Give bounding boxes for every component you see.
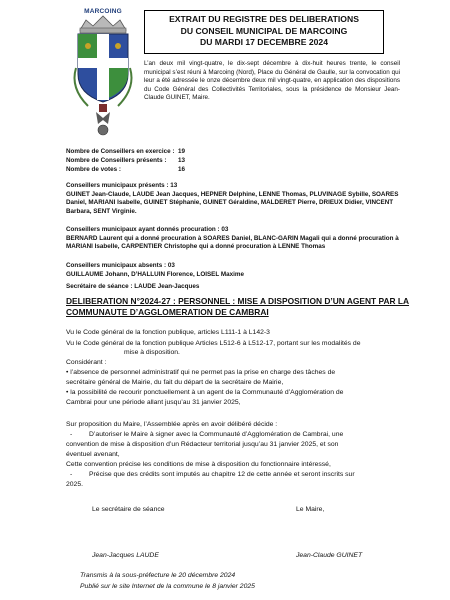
proxy-heading: Conseillers municipaux ayant donnés procuration : 03 bbox=[66, 226, 229, 233]
municipal-crest bbox=[66, 8, 140, 138]
decision-1-line-4: Cette convention précise les conditions de mise à disposition du fonctionnaire intéressé, bbox=[66, 461, 331, 468]
considerant-2-line-2: Cambrai pour une période allant jusqu’au 31 janvier 2025, bbox=[66, 399, 241, 406]
stat-label: Nombre de votes : bbox=[66, 166, 121, 173]
deliberation-title bbox=[66, 296, 410, 317]
decision-1-line-1: D’autoriser le Maire à signer avec la Communauté d’Agglomération de Cambrai, une bbox=[89, 431, 344, 438]
signature-left-name: Jean-Jacques LAUDE bbox=[92, 552, 159, 559]
present-names: GUINET Jean-Claude, LAUDE Jean Jacques, HEPNER Delphine, LENNE Thomas, PLUVINAGE Sybille, SOARES Daniel, MARIANI Isabelle, GUINET Stéphanie, GUINET Géraldine, MALDERET Pierre, DRIEUX Didier, VINCENT Barbara, SENT Virginie. bbox=[66, 190, 399, 215]
vu-line-1: Vu le Code général de la fonction publique, articles L111-1 à L142-3 bbox=[66, 329, 270, 336]
title-line-2: DU CONSEIL MUNICIPAL DE MARCOING bbox=[180, 25, 348, 36]
stat-label: Nombre de Conseillers présents : bbox=[66, 157, 167, 164]
stat-value: 19 bbox=[178, 148, 186, 155]
present-section bbox=[66, 182, 406, 216]
title-line-1: EXTRAIT DU REGISTRE DES DELIBERATIONS bbox=[169, 14, 359, 24]
deliberation-title-line-2: COMMUNAUTE D’AGGLOMERATION DE CAMBRAI bbox=[66, 306, 269, 317]
stat-value: 16 bbox=[178, 166, 186, 173]
considerant-1-line-1: • l’absence de personnel administratif qui ne permet pas la prise en charge des tâches de bbox=[66, 369, 336, 376]
absent-names: GUILLAUME Johann, D’HALLUIN Florence, LOISEL Maxime bbox=[66, 270, 244, 278]
footer-published: Publié sur le site Internet de la commune le 8 janvier 2025 bbox=[80, 583, 255, 590]
absent-section bbox=[66, 262, 406, 279]
footer-transmitted: Transmis à la sous-préfecture le 20 décembre 2024 bbox=[80, 572, 236, 579]
intro-paragraph: L’an deux mil vingt-quatre, le dix-sept décembre à dix-huit heures trente, le conseil municipal s’est réuni à Marcoing (Nord), Place du Général de Gaulle, sur la convocation qui leur a été adressée le onze décembre deux mil vingt-quatre, en application des dispositions du Code Général des Collectivités Territoriales, sous la présidence de Monsieur Jean-Claude GUINET, Maire. bbox=[144, 60, 400, 102]
vu-line-2b: mise à disposition. bbox=[124, 349, 180, 356]
decision-2-line-2: 2025. bbox=[66, 481, 84, 488]
signature-left-title: Le secrétaire de séance bbox=[92, 506, 165, 513]
crest-label: MARCOING bbox=[84, 8, 122, 15]
vu-line-2: Vu le Code général de la fonction publique Articles L512-6 à L512-17, portant sur les modalités de bbox=[66, 340, 361, 347]
decision-2-bullet: - bbox=[70, 471, 73, 478]
signature-right-name: Jean-Claude GUINET bbox=[296, 552, 363, 559]
stat-label: Nombre de Conseillers en exercice : bbox=[66, 148, 175, 155]
proxy-section bbox=[66, 226, 406, 252]
signature-right-title: Le Maire, bbox=[296, 506, 325, 513]
title-box bbox=[144, 10, 384, 54]
proxy-text: BERNARD Laurent qui a donné procuration à SOARES Daniel, BLANC-GARIN Magali qui a donné procuration à MARIANI Isabelle, CARPENTIER Christophe qui a donné procuration à LENNE Thomas bbox=[66, 234, 399, 251]
present-heading: Conseillers municipaux présents : 13 bbox=[66, 182, 178, 189]
stat-value: 13 bbox=[178, 157, 186, 164]
absent-heading: Conseillers municipaux absents : 03 bbox=[66, 262, 175, 269]
decision-1-line-2: convention de mise à disposition d’un Rédacteur territorial jusqu’au 31 janvier 2025, et son bbox=[66, 441, 339, 448]
title-line-3: DU MARDI 17 DECEMBRE 2024 bbox=[200, 37, 328, 47]
considerant-1-line-2: secrétaire général de Mairie, du fait du départ de la secrétaire de Mairie, bbox=[66, 379, 284, 386]
crest-shield-icon bbox=[66, 8, 140, 138]
deliberation-title-line-1: DELIBERATION N°2024-27 : PERSONNEL : MISE A DISPOSITION D’UN AGENT PAR LA bbox=[66, 296, 410, 306]
decision-2-line-1: Précise que des crédits sont imputés au chapitre 12 de cette année et seront inscrits sur bbox=[89, 471, 355, 478]
decision-1-bullet: - bbox=[70, 431, 73, 438]
considerant-2-line-1: • la possibilité de recourir ponctuellement à un agent de la Communauté d’Agglomération de bbox=[66, 389, 344, 396]
secretary-line: Secrétaire de séance : LAUDE Jean-Jacques bbox=[66, 283, 200, 290]
decision-1-line-3: éventuel avenant, bbox=[66, 451, 120, 458]
considerant-heading: Considérant : bbox=[66, 359, 107, 366]
proposal-line: Sur proposition du Maire, l’Assemblée après en avoir délibéré décide : bbox=[66, 421, 278, 428]
